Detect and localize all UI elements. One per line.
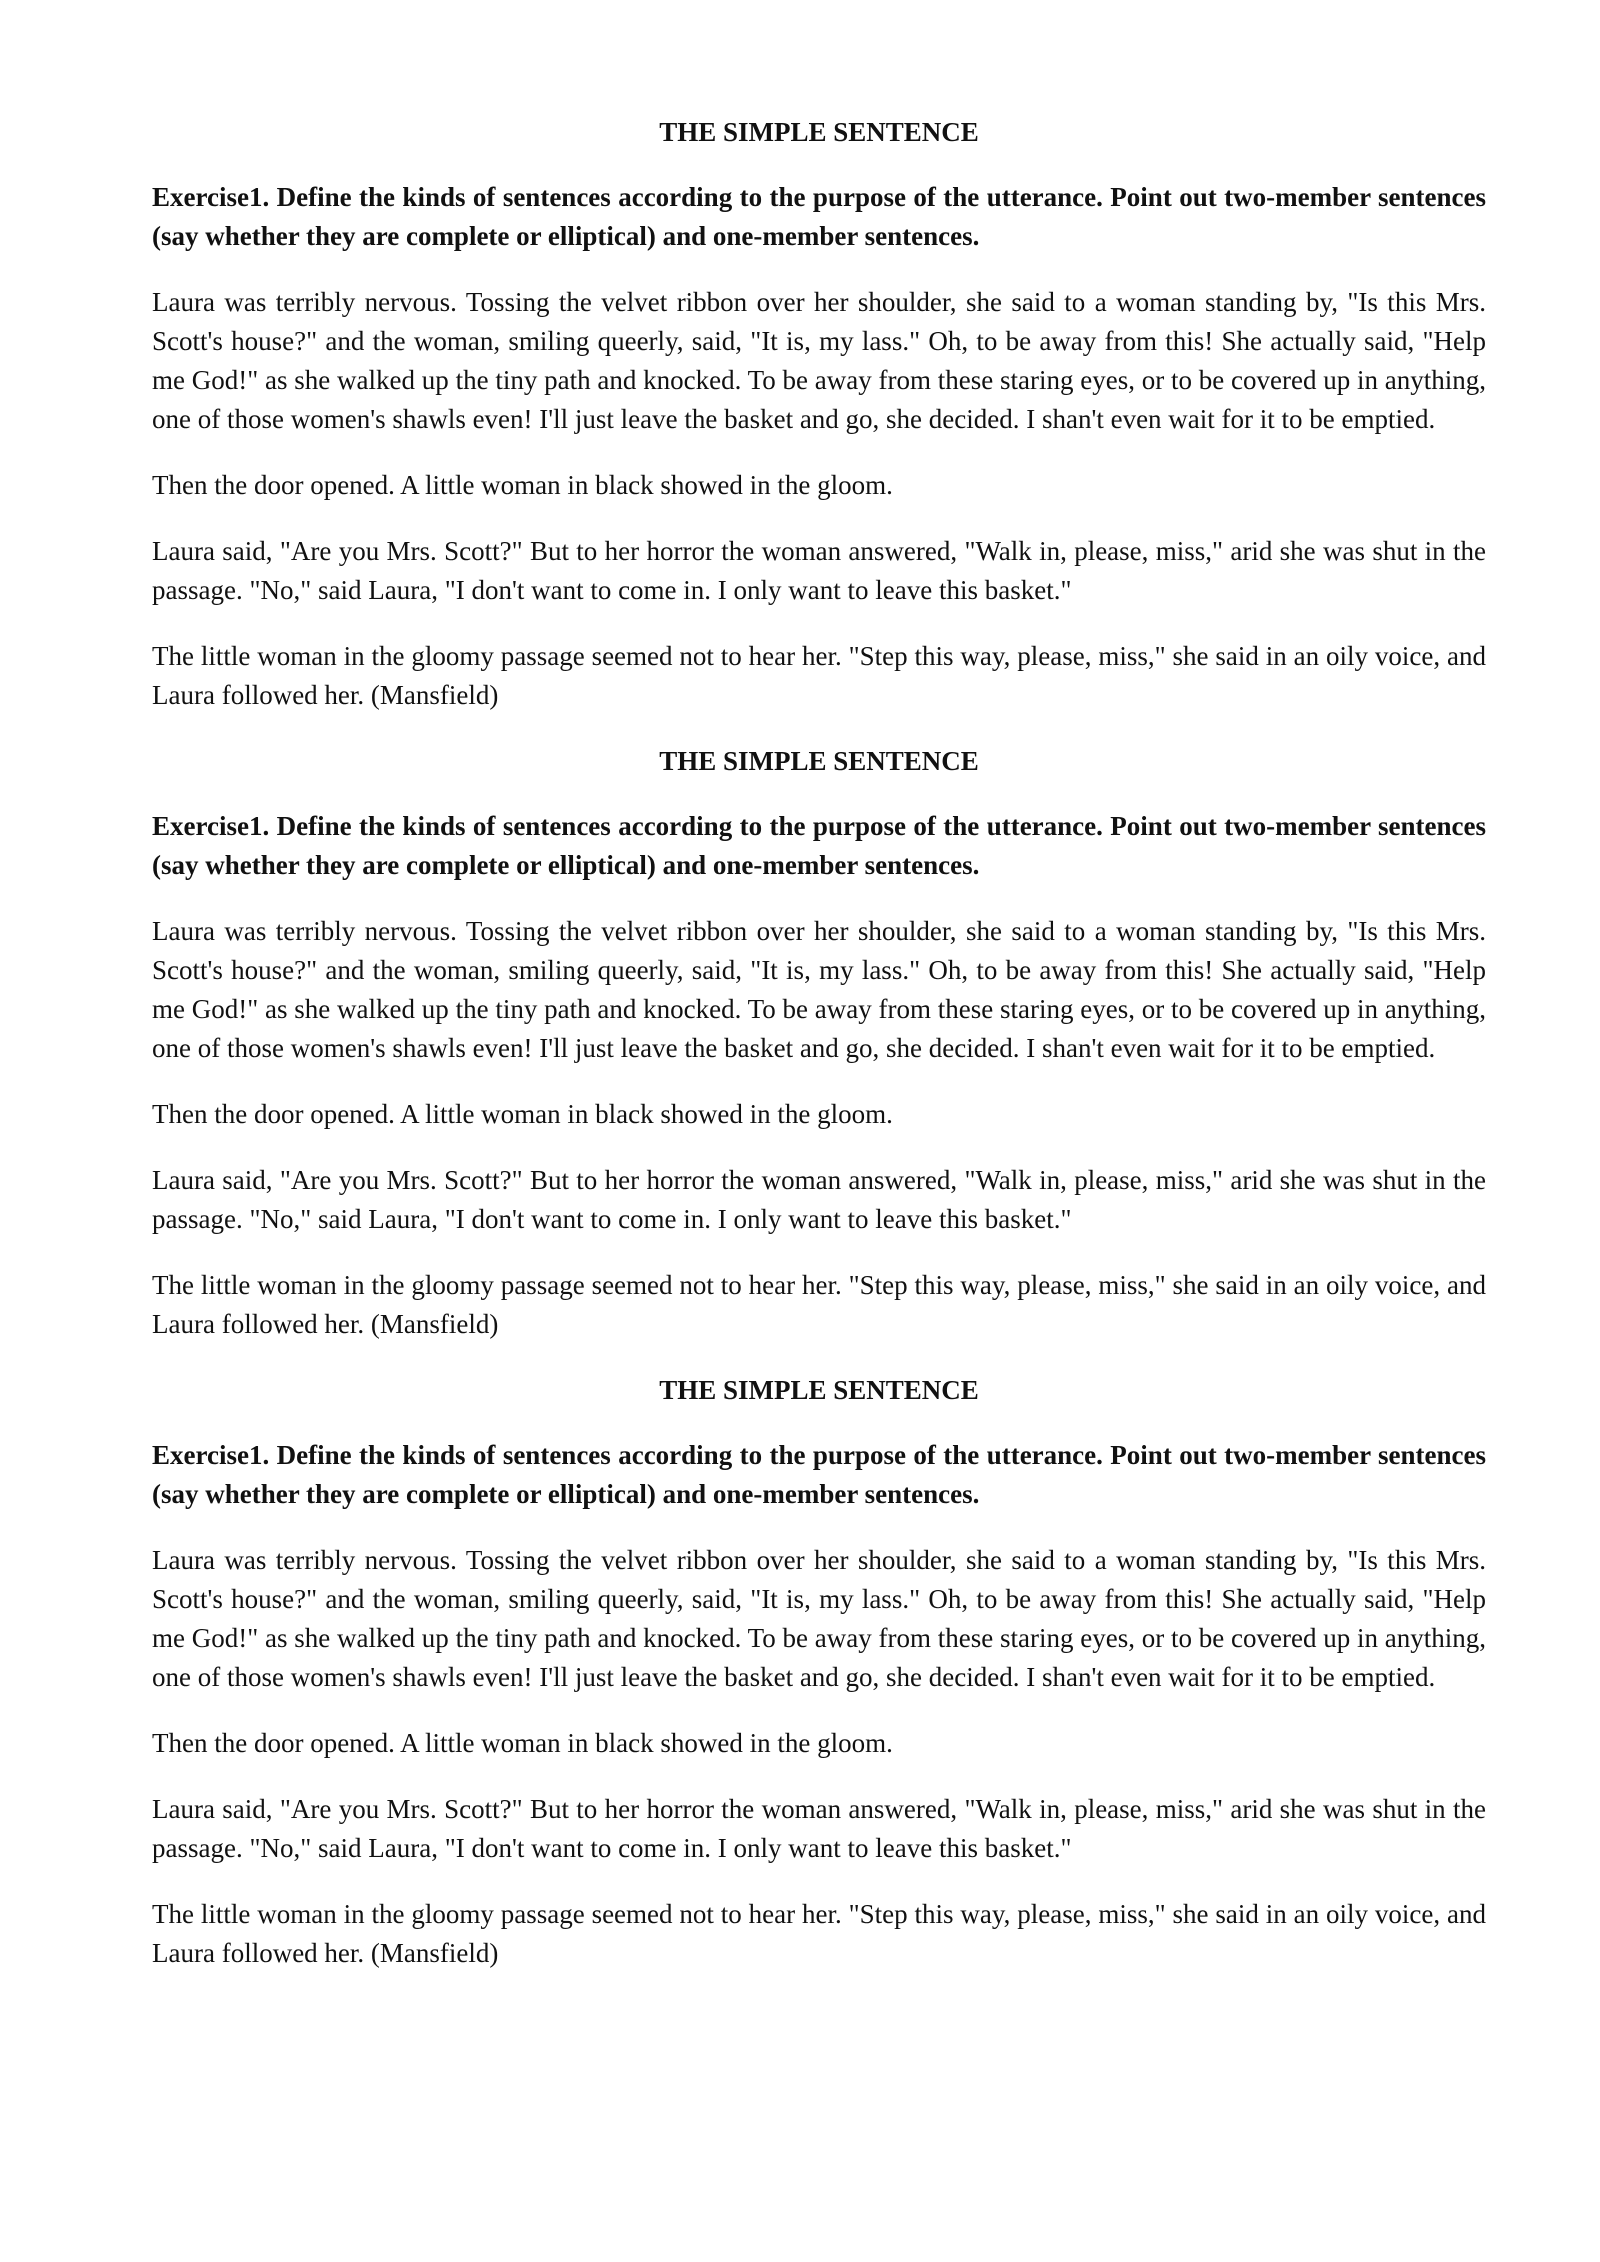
- paragraph: Then the door opened. A little woman in black showed in the gloom.: [152, 1099, 893, 1129]
- paragraph: The little woman in the gloomy passage seemed not to hear her. "Step this way, please, miss," she said in an oily voice, and Laura followed her. (Mansfield): [152, 641, 1486, 710]
- section-3: [152, 1371, 1486, 1973]
- exercise-instruction: Exercise1. Define the kinds of sentences according to the purpose of the utterance. Point out two-member sentences (say whether they are complete or elliptical) and one-member sentences.: [152, 1440, 1486, 1509]
- exercise-instruction: Exercise1. Define the kinds of sentences according to the purpose of the utterance. Point out two-member sentences (say whether they are complete or elliptical) and one-member sentences.: [152, 182, 1486, 251]
- paragraph: The little woman in the gloomy passage seemed not to hear her. "Step this way, please, miss," she said in an oily voice, and Laura followed her. (Mansfield): [152, 1270, 1486, 1339]
- document-page: [152, 113, 1486, 2000]
- paragraph: Laura was terribly nervous. Tossing the velvet ribbon over her shoulder, she said to a woman standing by, "Is this Mrs. Scott's house?" and the woman, smiling queerly, said, "It is, my lass." Oh, to be away from this! She actually said, "Help me God!" as she walked up the tiny path and knocked. To be away from these staring eyes, or to be covered up in anything, one of those women's shawls even! I'll just leave the basket and go, she decided. I shan't even wait for it to be emptied.: [152, 287, 1486, 434]
- section-title: THE SIMPLE SENTENCE: [659, 117, 979, 147]
- paragraph: Laura was terribly nervous. Tossing the velvet ribbon over her shoulder, she said to a woman standing by, "Is this Mrs. Scott's house?" and the woman, smiling queerly, said, "It is, my lass." Oh, to be away from this! She actually said, "Help me God!" as she walked up the tiny path and knocked. To be away from these staring eyes, or to be covered up in anything, one of those women's shawls even! I'll just leave the basket and go, she decided. I shan't even wait for it to be emptied.: [152, 1545, 1486, 1692]
- exercise-instruction: Exercise1. Define the kinds of sentences according to the purpose of the utterance. Point out two-member sentences (say whether they are complete or elliptical) and one-member sentences.: [152, 811, 1486, 880]
- section-2: [152, 742, 1486, 1344]
- paragraph: Laura said, "Are you Mrs. Scott?" But to her horror the woman answered, "Walk in, please, miss," arid she was shut in the passage. "No," said Laura, "I don't want to come in. I only want to leave this basket.": [152, 536, 1486, 605]
- paragraph: Laura said, "Are you Mrs. Scott?" But to her horror the woman answered, "Walk in, please, miss," arid she was shut in the passage. "No," said Laura, "I don't want to come in. I only want to leave this basket.": [152, 1794, 1486, 1863]
- section-title: THE SIMPLE SENTENCE: [659, 1375, 979, 1405]
- paragraph: The little woman in the gloomy passage seemed not to hear her. "Step this way, please, miss," she said in an oily voice, and Laura followed her. (Mansfield): [152, 1899, 1486, 1968]
- paragraph: Then the door opened. A little woman in black showed in the gloom.: [152, 1728, 893, 1758]
- section-title: THE SIMPLE SENTENCE: [659, 746, 979, 776]
- paragraph: Then the door opened. A little woman in black showed in the gloom.: [152, 470, 893, 500]
- section-1: [152, 113, 1486, 715]
- paragraph: Laura said, "Are you Mrs. Scott?" But to her horror the woman answered, "Walk in, please, miss," arid she was shut in the passage. "No," said Laura, "I don't want to come in. I only want to leave this basket.": [152, 1165, 1486, 1234]
- paragraph: Laura was terribly nervous. Tossing the velvet ribbon over her shoulder, she said to a woman standing by, "Is this Mrs. Scott's house?" and the woman, smiling queerly, said, "It is, my lass." Oh, to be away from this! She actually said, "Help me God!" as she walked up the tiny path and knocked. To be away from these staring eyes, or to be covered up in anything, one of those women's shawls even! I'll just leave the basket and go, she decided. I shan't even wait for it to be emptied.: [152, 916, 1486, 1063]
